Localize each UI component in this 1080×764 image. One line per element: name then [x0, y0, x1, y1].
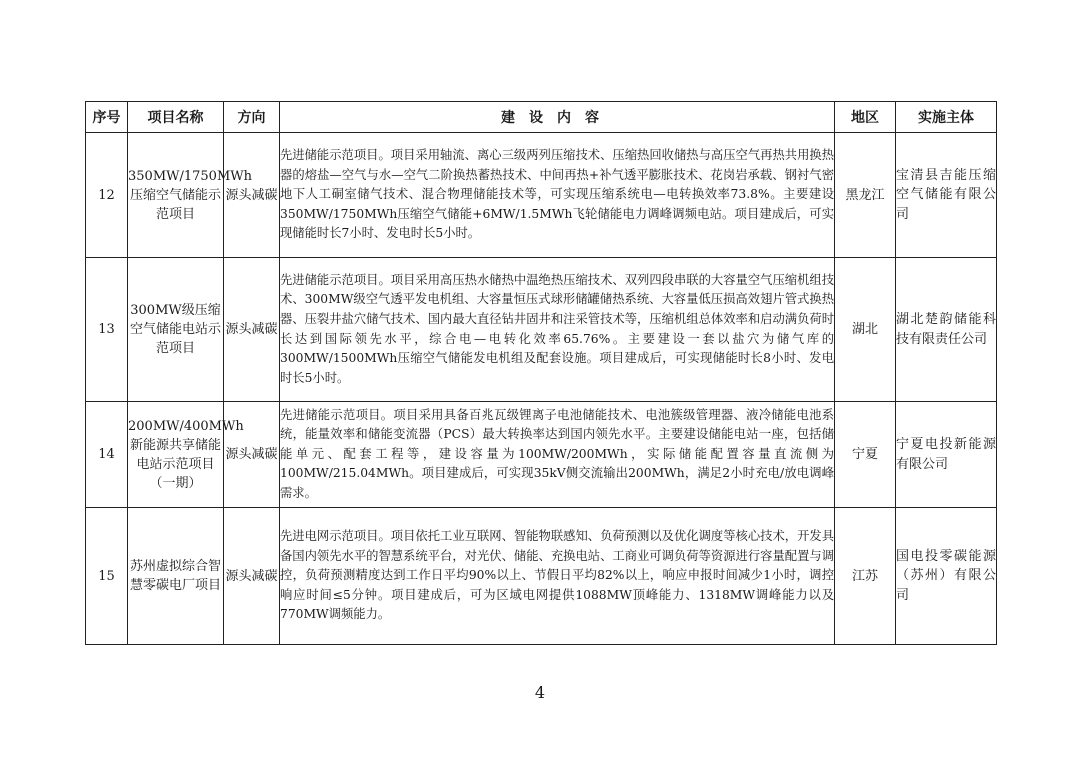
header-region: 地区	[835, 102, 896, 133]
project-region: 黑龙江	[835, 133, 896, 258]
header-name: 项目名称	[128, 102, 224, 133]
header-content: 建设内容	[280, 102, 835, 133]
project-region: 宁夏	[835, 402, 896, 508]
project-region: 江苏	[835, 508, 896, 645]
table-row	[86, 508, 997, 645]
table-row	[86, 258, 997, 402]
project-entity: 国电投零碳能源（苏州）有限公司	[896, 508, 997, 645]
project-name: 300MW级压缩空气储能电站示范项目	[128, 258, 224, 402]
row-number: 15	[86, 508, 128, 645]
project-direction: 源头减碳	[224, 508, 280, 645]
project-name: 350MW/1750MWh压缩空气储能示范项目	[128, 133, 224, 258]
page-number: 4	[534, 683, 546, 702]
table-header-row	[86, 102, 997, 133]
project-content: 先进储能示范项目。项目采用轴流、离心三级两列压缩技术、压缩热回收储热与高压空气再热共用换热器的熔盐—空气与水—空气二阶换热蓄热技术、中间再热+补气透平膨胀技术、花岗岩承载、钢衬气密地下人工硐室储气技术、混合物理储能技术等，可实现压缩系统电—电转换效率73.8%。主要建设350MW/1750MWh压缩空气储能+6MW/1.5MWh飞轮储能电力调峰调频电站。项目建成后，可实现储能时长7小时、发电时长5小时。	[280, 133, 835, 258]
row-number: 14	[86, 402, 128, 508]
header-entity: 实施主体	[896, 102, 997, 133]
project-entity: 宁夏电投新能源有限公司	[896, 402, 997, 508]
project-direction: 源头减碳	[224, 133, 280, 258]
project-name: 200MW/400MWh新能源共享储能电站示范项目（一期）	[128, 402, 224, 508]
project-name: 苏州虚拟综合智慧零碳电厂项目	[128, 508, 224, 645]
table-row	[86, 402, 997, 508]
table-row	[86, 133, 997, 258]
row-number: 13	[86, 258, 128, 402]
row-number: 12	[86, 133, 128, 258]
header-no: 序号	[86, 102, 128, 133]
project-entity: 湖北楚韵储能科技有限责任公司	[896, 258, 997, 402]
project-content: 先进储能示范项目。项目采用具备百兆瓦级锂离子电池储能技术、电池簇级管理器、液冷储能电池系统，能量效率和储能变流器（PCS）最大转换率达到国内领先水平。主要建设储能电站一座，包括储能单元、配套工程等，建设容量为100MW/200MWh，实际储能配置容量直流侧为100MW/215.04MWh。项目建成后，可实现35kV侧交流输出200MWh，满足2小时充电/放电调峰需求。	[280, 402, 835, 508]
project-content: 先进电网示范项目。项目依托工业互联网、智能物联感知、负荷预测以及优化调度等核心技术，开发具备国内领先水平的智慧系统平台，对光伏、储能、充换电站、工商业可调负荷等资源进行容量配置与调控，负荷预测精度达到工作日平均90%以上、节假日平均82%以上，响应申报时间减少1小时，调控响应时间≤5分钟。项目建成后，可为区域电网提供1088MW顶峰能力、1318MW调峰能力以及770MW调频能力。	[280, 508, 835, 645]
project-direction: 源头减碳	[224, 258, 280, 402]
projects-table	[85, 101, 997, 645]
project-entity: 宝清县吉能压缩空气储能有限公司	[896, 133, 997, 258]
project-direction: 源头减碳	[224, 402, 280, 508]
project-region: 湖北	[835, 258, 896, 402]
project-content: 先进储能示范项目。项目采用高压热水储热中温绝热压缩技术、双列四段串联的大容量空气压缩机组技术、300MW级空气透平发电机组、大容量恒压式球形储罐储热系统、大容量低压损高效翅片管式换热器、压裂井盐穴储气技术、国内最大直径钻井固井和注采管技术等，压缩机组总体效率和启动满负荷时长达到国际领先水平，综合电—电转化效率65.76%。主要建设一套以盐穴为储气库的300MW/1500MWh压缩空气储能发电机组及配套设施。项目建成后，可实现储能时长8小时、发电时长5小时。	[280, 258, 835, 402]
header-direction: 方向	[224, 102, 280, 133]
